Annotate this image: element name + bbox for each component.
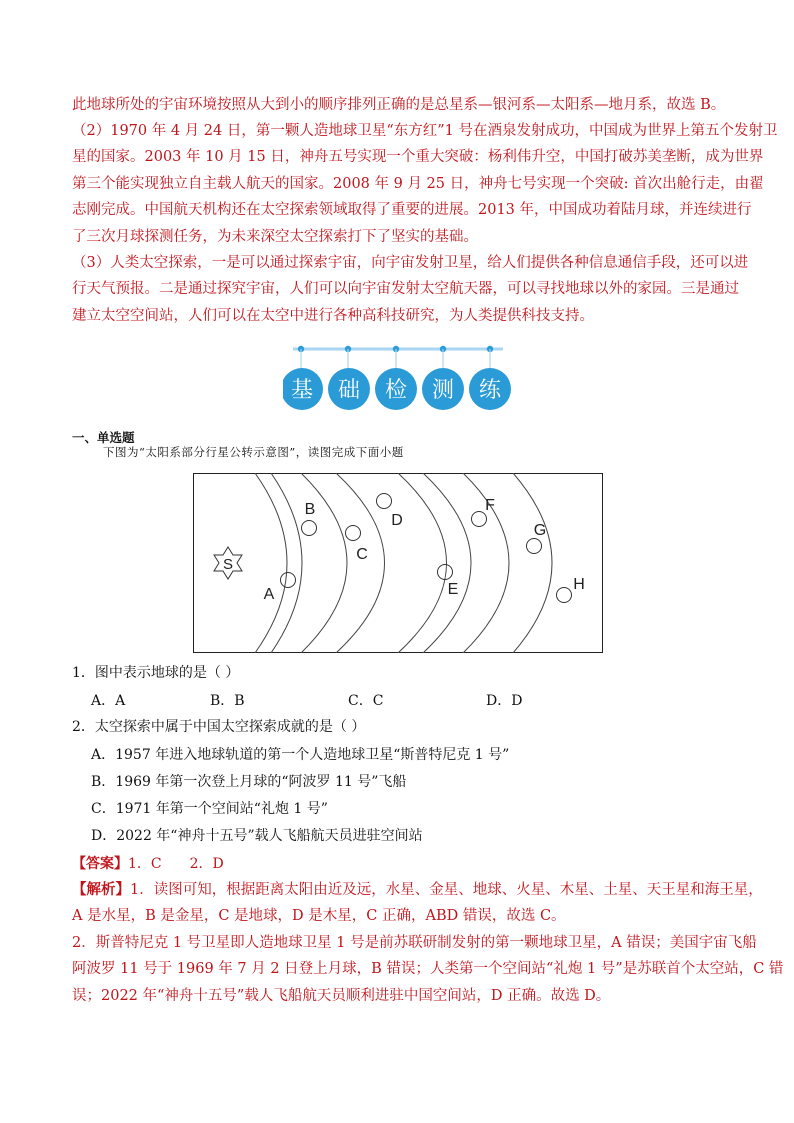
- planet-label: E: [447, 581, 459, 598]
- text-line: 了三次月球探测任务，为未来深空太空探索打下了坚实的基础。: [72, 228, 478, 245]
- planet-label: B: [304, 501, 316, 518]
- question-2-option-d[interactable]: D．2022 年“神舟十五号”载人飞船航天员进驻空间站: [91, 828, 423, 844]
- answer-tag: 【答案】: [72, 856, 128, 872]
- question-2-stem: 2．太空探索中属于中国太空探索成就的是（ ）: [72, 719, 366, 735]
- analysis-line: 2．斯普特尼克 1 号卫星即人造地球卫星 1 号是前苏联研制发射的第一颗地球卫星，A 错误；美国宇宙飞船: [72, 934, 757, 951]
- analysis-block: [72, 877, 784, 1009]
- answer-line: [72, 853, 224, 873]
- banner-char: 练: [478, 378, 502, 403]
- answer-text: 1．C 2．D: [128, 856, 224, 872]
- question-1-option-d[interactable]: D．D: [486, 693, 523, 709]
- question-1-option-b[interactable]: B．B: [210, 693, 245, 709]
- analysis-line: 【解析】1．读图可知，根据距离太阳由近及远，水星、金星、地球、火星、木星、土星、天王星和海王星，: [72, 881, 763, 898]
- question-2-option-b[interactable]: B．1969 年第一次登上月球的“阿波罗 11 号”飞船: [91, 774, 407, 790]
- text-line: 星的国家。2003 年 10 月 15 日，神舟五号实现一个重大突破：杨利伟升空，中国打破苏美垄断，成为世界: [72, 149, 764, 166]
- banner-char: 础: [337, 378, 361, 403]
- question-2-option-a[interactable]: A．1957 年进入地球轨道的第一个人造地球卫星“斯普特尼克 1 号”: [91, 747, 510, 763]
- planet-label: H: [573, 576, 585, 593]
- paragraph-space-exploration-benefits: [72, 250, 749, 329]
- planet-label: G: [533, 522, 547, 539]
- text-line: 第三个能实现独立自主载人航天的国家。2008 年 9 月 25 日，神舟七号实现一个突破: 首次出舱行走，由翟: [72, 175, 764, 192]
- text-line: （2）1970 年 4 月 24 日，第一颗人造地球卫星“东方红”1 号在酒泉发射成功，中国成为世界上第五个发射卫: [72, 123, 778, 139]
- analysis-line: 阿波罗 11 号于 1969 年 7 月 2 日登上月球，B 错误；人类第一个空间站“礼炮 1 号”是苏联首个太空站，C 错: [72, 961, 784, 978]
- question-1-option-c[interactable]: C．C: [348, 693, 384, 709]
- diagram-frame: [194, 474, 603, 653]
- banner-char: 基: [290, 378, 314, 403]
- paragraph-china-space-history: [72, 118, 778, 250]
- planet-label: A: [263, 586, 275, 603]
- text-line: 此地球所处的宇宙环境按照从大到小的顺序排列正确的是总星系—银河系—太阳系—地月系，故选 B。: [72, 97, 726, 113]
- analysis-line: 误；2022 年“神舟十五号”载人飞船航天员顺利进驻中国空间站，D 正确。故选 D。: [72, 987, 611, 1004]
- text-line: 志刚完成。中国航天机构还在太空探索领域取得了重要的进展。2013 年，中国成功着陆月球，并连续进行: [72, 202, 752, 219]
- planet-label: C: [356, 546, 368, 563]
- question-1-option-a[interactable]: A．A: [91, 693, 126, 709]
- text-line: 建立太空空间站，人们可以在太空中进行各种高科技研究，为人类提供科技支持。: [72, 307, 594, 324]
- analysis-line: A 是水星，B 是金星，C 是地球，D 是木星，C 正确，ABD 错误，故选 C。: [72, 908, 566, 925]
- question-1-stem: 1．图中表示地球的是（ ）: [72, 665, 240, 681]
- paragraph-conclusion: [72, 92, 726, 118]
- analysis-tag: 【解析】: [72, 881, 130, 898]
- question-intro: 下图为“太阳系部分行星公转示意图”，读图完成下面小题: [103, 445, 404, 459]
- banner-char: 检: [384, 378, 408, 403]
- section-title: 一、单选题: [72, 430, 135, 445]
- section-banner: [283, 340, 513, 420]
- sun-label: S: [222, 556, 234, 573]
- banner-char: 测: [431, 378, 455, 403]
- planet-label: F: [485, 497, 495, 514]
- solar-system-diagram: [193, 473, 603, 653]
- planet-label: D: [391, 512, 403, 529]
- text-line: 行天气预报。二是通过探究宇宙，人们可以向宇宙发射太空航天器，可以寻找地球以外的家园。三是通过: [72, 281, 739, 298]
- text-line: （3）人类太空探索，一是可以通过探索宇宙，向宇宙发射卫星，给人们提供各种信息通信手段，还可以进: [72, 255, 749, 271]
- question-2-option-c[interactable]: C．1971 年第一个空间站“礼炮 1 号”: [91, 801, 328, 817]
